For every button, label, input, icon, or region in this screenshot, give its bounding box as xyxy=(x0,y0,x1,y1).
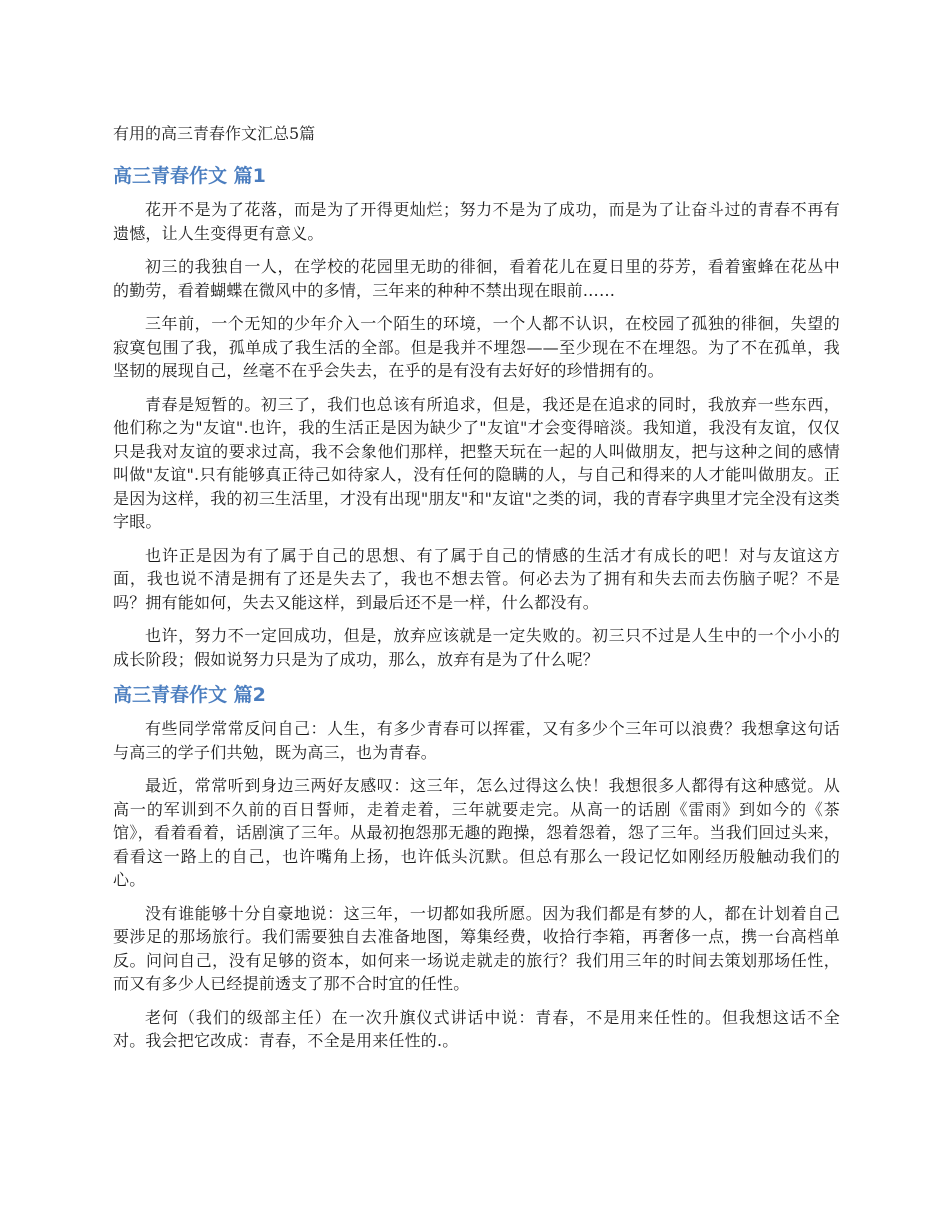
section-heading: 高三青春作文 篇2 xyxy=(113,684,266,706)
section-heading: 高三青春作文 篇1 xyxy=(113,165,266,187)
essay-section-1 xyxy=(113,162,840,671)
paragraph: 也许正是因为有了属于自己的思想、有了属于自己的情感的生活才有成长的吧！对与友谊这方面，我也说不清是拥有了还是失去了，我也不想去管。何必去为了拥有和失去而去伤脑子呢？不是吗？拥有能如何，失去又能这样，到最后还不是一样，什么都没有。 xyxy=(113,545,840,612)
paragraph: 花开不是为了花落，而是为了开得更灿烂；努力不是为了成功，而是为了让奋斗过的青春不再有遗憾，让人生变得更有意义。 xyxy=(113,200,840,243)
paragraph: 有些同学常常反问自己：人生，有多少青春可以挥霍，又有多少个三年可以浪费？我想拿这句话与高三的学子们共勉，既为高三，也为青春。 xyxy=(113,719,840,762)
paragraph: 三年前，一个无知的少年介入一个陌生的环境，一个人都不认识，在校园了孤独的徘徊，失望的寂寞包围了我，孤单成了我生活的全部。但是我并不埋怨——至少现在不在埋怨。为了不在孤单，我坚韧的展现自己，丝毫不在乎会失去，在乎的是有没有去好好的珍惜拥有的。 xyxy=(113,314,840,380)
essay-section-2 xyxy=(113,681,840,1053)
document-title: 有用的高三青春作文汇总5篇 xyxy=(113,124,316,143)
document-page xyxy=(113,122,840,1063)
paragraph: 没有谁能够十分自豪地说：这三年，一切都如我所愿。因为我们都是有梦的人，都在计划着自己要涉足的那场旅行。我们需要独自去准备地图，筹集经费，收拾行李箱，再奢侈一点，携一台高档单反。问问自己，没有足够的资本，如何来一场说走就走的旅行？我们用三年的时间去策划那场任性，而又有多少人已经提前透支了那不合时宜的任性。 xyxy=(113,903,840,993)
paragraph: 青春是短暂的。初三了，我们也总该有所追求，但是，我还是在追求的同时，我放弃一些东西，他们称之为"友谊".也许，我的生活正是因为缺少了"友谊"才会变得暗淡。我知道，我没有友谊，仅仅只是我对友谊的要求过高，我不会象他们那样，把整天玩在一起的人叫做朋友，把与这种之间的感情叫做"友谊".只有能够真正待己如待家人，没有任何的隐瞒的人，与自己和得来的人才能叫做朋友。正是因为这样，我的初三生活里，才没有出现"朋友"和"友谊"之类的词，我的青春字典里才完全没有这类字眼。 xyxy=(113,394,840,531)
paragraph: 初三的我独自一人，在学校的花园里无助的徘徊，看着花儿在夏日里的芬芳，看着蜜蜂在花丛中的勤劳，看着蝴蝶在微风中的多情，三年来的种种不禁出现在眼前…… xyxy=(113,257,840,300)
paragraph: 老何（我们的级部主任）在一次升旗仪式讲话中说：青春，不是用来任性的。但我想这话不全对。我会把它改成：青春，不全是用来任性的.。 xyxy=(113,1007,840,1050)
paragraph: 也许，努力不一定回成功，但是，放弃应该就是一定失败的。初三只不过是人生中的一个小小的成长阶段；假如说努力只是为了成功，那么，放弃有是为了什么呢？ xyxy=(113,626,840,669)
paragraph: 最近，常常听到身边三两好友感叹：这三年，怎么过得这么快！我想很多人都得有这种感觉。从高一的军训到不久前的百日誓师，走着走着，三年就要走完。从高一的话剧《雷雨》到如今的《茶馆》，看着看着，话剧演了三年。从最初抱怨那无趣的跑操，怨着怨着，怨了三年。当我们回过头来，看看这一路上的自己，也许嘴角上扬，也许低头沉默。但总有那么一段记忆如刚经历般触动我们的心。 xyxy=(113,776,840,889)
